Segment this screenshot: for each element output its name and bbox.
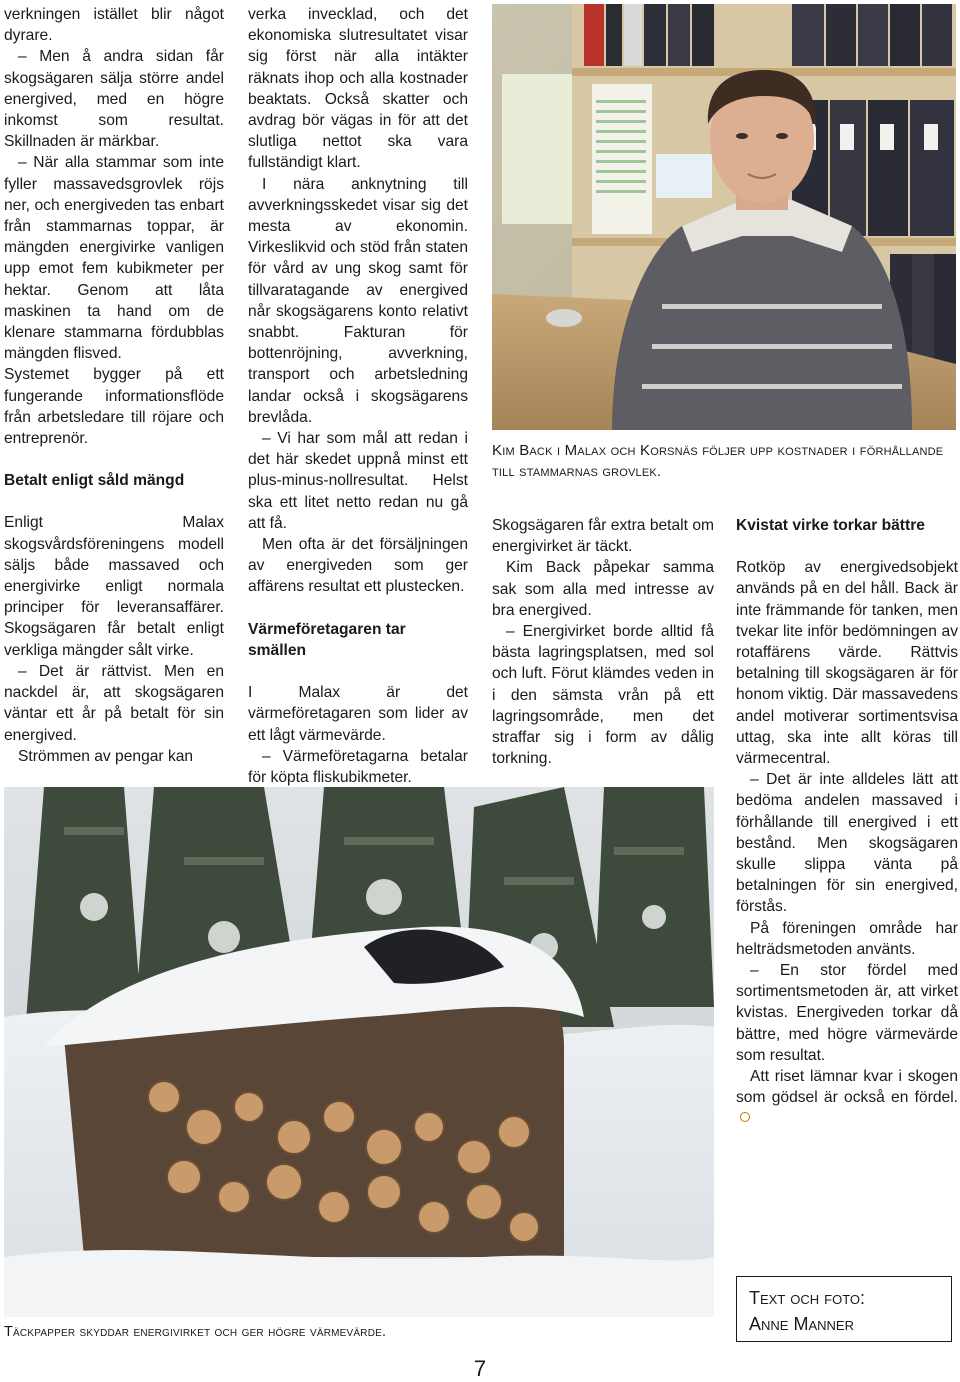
paragraph: – Värmeföretagarna betalar för köpta fliskubikmeter. <box>248 747 468 786</box>
log-pile-photo-caption: Täckpapper skyddar energivirket och ger högre värmevärde. <box>4 1324 387 1340</box>
credit-label: Text och foto: <box>749 1288 866 1308</box>
paragraph: Kim Back påpekar samma sak som alla med intresse av bra energived. <box>492 559 714 619</box>
end-mark-icon <box>740 1112 750 1122</box>
article-column-3 <box>492 515 714 769</box>
paragraph: – Det är rättvist. Men en nackdel är, att skogsägaren väntar ett år på betalt för sin energived. <box>4 662 224 744</box>
paragraph: Men ofta är det försäljningen av energiveden som ger affärens resultat ett plustecken. <box>248 536 468 596</box>
credit-box <box>736 1276 952 1342</box>
paragraph: I nära anknytning till avverkningsskedet visar sig det mesta av ekonomin. Virkeslikvid och stöd från staten för vård av ung skog samt för tillvaratagande av energived når skogsägarens konto relativt snabbt. Fakturan för bottenröjning, avverkning, transport och arbetsledning landar också i skogsägarens brevlåda. <box>248 175 468 426</box>
page-number: 7 <box>473 1356 487 1381</box>
paragraph-text: Att riset lämnar kvar i skogen som gödsel är också en fördel. <box>736 1068 958 1107</box>
article-column-1 <box>4 4 224 767</box>
paragraph: Rotköp av energivedsobjekt används på en del håll. Back är inte främmande för tanken, men tvekar lite inför bedömningen av rotaffärens värde. Rättvis betalning till skogsägaren är för honom viktig. Där massavedens andel motiverar sortimentsvisa uttag, ska inte allt köras till värmecentral. <box>736 559 958 768</box>
portrait-photo-caption: Kim Back i Malax och Korsnäs följer upp kostnader i förhållande till stammarnas grovlek. <box>492 442 944 480</box>
paragraph: Enligt Malax skogsvårdsföreningens modell säljs både massaved och energivirke enligt normala principer för leveransaffärer. Skogsägaren får betalt enligt verkliga mängder sålt virke. <box>4 514 224 659</box>
paragraph: Systemet bygger på ett fungerande informationsflöde från arbetsledare till röjare och entreprenör. <box>4 366 224 448</box>
section-heading: Värmeföretagaren tar smällen <box>248 620 406 659</box>
section-heading: Betalt enligt såld mängd <box>4 472 185 490</box>
credit-author: Anne Manner <box>749 1314 854 1334</box>
paragraph: – En stor fördel med sortimentsmetoden är, att virket kvistas. Energiveden torkar då bättre, med högre värmevärde som resultat. <box>736 962 958 1064</box>
log-pile-photo <box>4 787 714 1317</box>
paragraph: Strömmen av pengar kan <box>18 747 194 765</box>
paragraph: Skogsägaren får extra betalt om energivirket är täckt. <box>492 517 714 556</box>
paragraph <box>736 1066 958 1130</box>
paragraph: I Malax är det värmeföretagaren som lider av ett lågt värmevärde. <box>248 684 468 744</box>
article-column-4 <box>736 515 958 1130</box>
paragraph: – När alla stammar som inte fyller massavedsgrovlek röjs ner, och energiveden tas enbart från stammarnas toppar, är mängden energivirke vanligen upp emot fem kubikmeter per hektar. Genom att låta maskinen ta hand om de klenare stammarna fördubblas mängden flisved. <box>4 154 224 363</box>
paragraph: – Det är inte alldeles lätt att bedöma andelen massaved i förhållande till energived i ett bestånd. Men skogsägaren skulle slippa vänta på betalningen för sin energived, förstås. <box>736 771 958 916</box>
paragraph: På föreningen område har helträdsmetoden använts. <box>736 919 958 958</box>
paragraph: verkningen istället blir något dyrare. <box>4 6 224 45</box>
paragraph: – Energivirket borde alltid få bästa lagringsplatsen, med sol och luft. Förut klämdes veden in i den sämsta vrån på ett lagringsområde, men det straffar sig i form av dålig torkning. <box>492 623 714 768</box>
paragraph: verka invecklad, och det ekonomiska slutresultatet visar sig först när alla intäkter räknats ihop och alla kostnader beaktats. Också skatter och avdrag bör vägas in för att det slutliga nettot ska vara fullständigt klart. <box>248 6 468 172</box>
portrait-photo-image <box>492 4 956 430</box>
log-pile-photo-image <box>4 787 714 1317</box>
paragraph: – Vi har som mål att redan i det här skedet uppnå minst ett plus-minus-nollresultat. Helst ska ett litet netto redan nu gå att få. <box>248 430 468 532</box>
portrait-photo <box>492 4 956 430</box>
section-heading: Kvistat virke torkar bättre <box>736 517 925 534</box>
article-column-2 <box>248 4 468 788</box>
paragraph: – Men å andra sidan får skogsägaren sälja större andel energived, med en högre inkomst som resultat. Skillnaden är märkbar. <box>4 48 224 151</box>
